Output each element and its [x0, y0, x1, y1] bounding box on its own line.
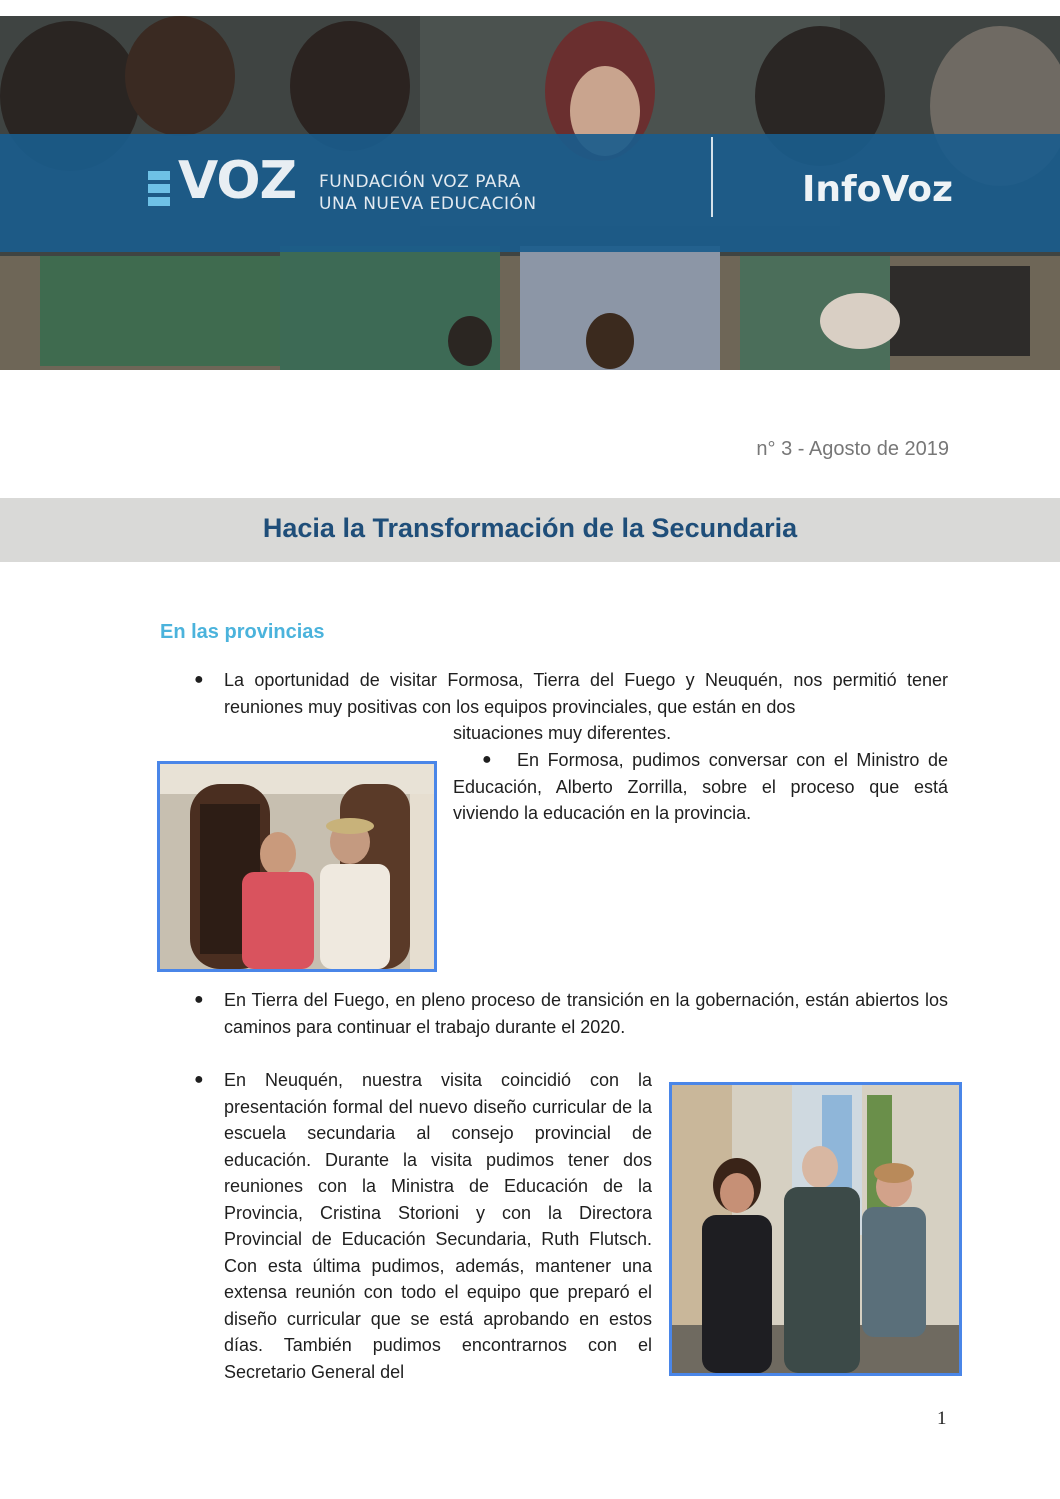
paragraph-provinces-intro-tail: situaciones muy diferentes.	[453, 723, 672, 743]
section-heading: En las provincias	[160, 621, 325, 643]
publication-name: InfoVoz	[802, 169, 953, 210]
issue-label: n° 3 - Agosto de 2019	[756, 438, 949, 460]
header-divider	[711, 137, 713, 217]
paragraph-formosa: En Formosa, pudimos conversar con el Ministro de Educación, Alberto Zorrilla, sobre el proceso que está viviendo la educación en la provincia.	[453, 750, 948, 823]
paragraph-tierra-del-fuego: En Tierra del Fuego, en pleno proceso de transición en la gobernación, están abiertos los caminos para continuar el trabajo durante el 2020.	[224, 990, 948, 1037]
page-number: 1	[937, 1408, 947, 1429]
bullet-marker: ●	[194, 1071, 204, 1088]
page-title: Hacia la Transformación de la Secundaria	[262, 513, 798, 543]
logo-subtitle-line1: FUNDACIÓN VOZ PARA	[319, 172, 521, 192]
voz-logo	[148, 151, 308, 211]
logo-bar-top	[148, 171, 170, 180]
logo-bar-bottom	[148, 197, 170, 206]
bullet-marker: ●	[194, 991, 204, 1008]
bullet-marker: ●	[482, 751, 492, 768]
photo-neuquen-meeting	[669, 1082, 962, 1376]
formosa-meeting-illustration	[160, 764, 434, 969]
bullet-marker: ●	[194, 671, 204, 688]
logo-bar-middle	[148, 184, 170, 193]
paragraph-neuquen: En Neuquén, nuestra visita coincidió con la presentación formal del nuevo diseño curricular de la escuela secundaria al consejo provincial de educación. Durante la visita pudimos tener dos reuniones con la Ministra de Educación de la Provincia, Cristina Storioni y con la Directora Provincial de Educación Secundaria, Ruth Flutsch. Con esta última pudimos, además, mantener una extensa reunión con todo el equipo que preparó el diseño curricular que se está aprobando en estos días. También pudimos encontrarnos con el Secretario General del	[224, 1070, 652, 1382]
neuquen-meeting-illustration	[672, 1085, 959, 1373]
logo-subtitle-line2: UNA NUEVA EDUCACIÓN	[319, 194, 537, 214]
photo-formosa-meeting	[157, 761, 437, 972]
logo-subtitle	[319, 171, 537, 215]
header-banner	[0, 16, 1060, 370]
paragraph-provinces-intro: La oportunidad de visitar Formosa, Tierra del Fuego y Neuquén, nos permitió tener reuniones muy positivas con los equipos provinciales, que están en dos	[224, 670, 948, 717]
logo-word: VOZ	[178, 151, 297, 211]
